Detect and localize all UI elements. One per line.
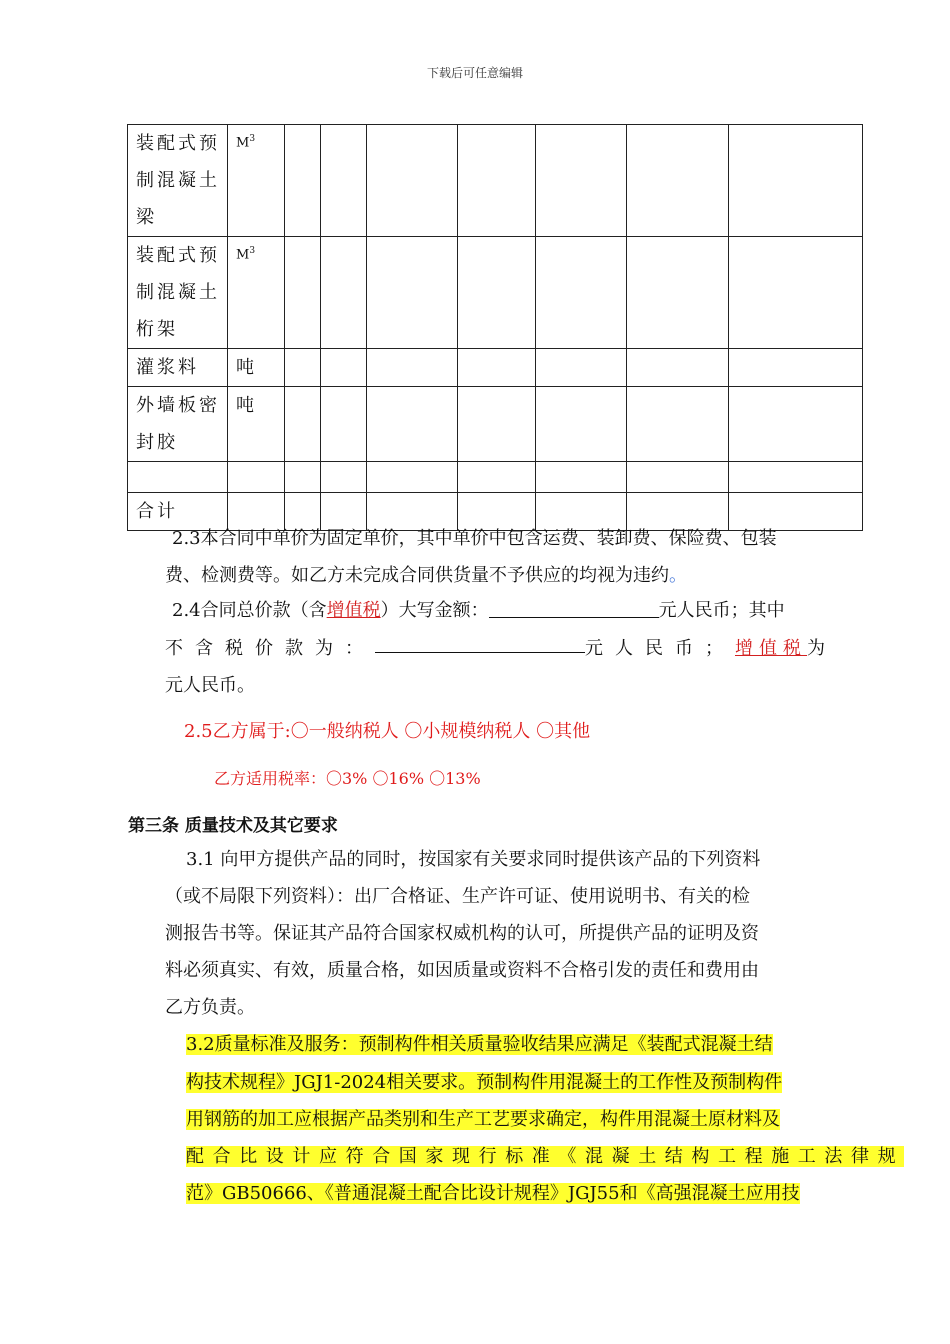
clause-2-4-line1: 2.4合同总价款（含增值税）大写金额： 元人民币；其中	[172, 592, 785, 629]
clause-2-5-taxpayer-type: 2.5乙方属于:〇一般纳税人 〇小规模纳税人 〇其他	[184, 721, 591, 742]
unit-cell: 吨	[228, 387, 285, 462]
item-name-cell: 外墙板密 封胶	[128, 387, 228, 462]
total-label-cell: 合计	[128, 493, 228, 531]
unit-cell: 吨	[228, 349, 285, 387]
table-row	[128, 462, 863, 493]
clause-2-4-line3: 元人民币。	[165, 675, 255, 696]
clause-3-2-line: 构技术规程》JGJ1-2024相关要求。预制构件用混凝土的工作性及预制构件	[186, 1072, 783, 1093]
amount-blank-field[interactable]	[489, 595, 659, 618]
clause-3-1-line: 料必须真实、有效，质量合格，如因质量或资料不合格引发的责任和费用由	[165, 960, 759, 981]
table-row	[128, 125, 863, 237]
clause-2-3-line2: 费、检测费等。如乙方未完成合同供货量不予供应的均视为违约。	[165, 565, 687, 586]
clause-3-2-line: 范》GB50666、《普通混凝土配合比设计规程》JGJ55和《高强混凝土应用技	[186, 1183, 800, 1204]
vat-link[interactable]: 增值税	[326, 600, 381, 621]
item-name-cell: 装配式预 制混凝土 桁架	[128, 237, 228, 349]
items-table	[127, 124, 863, 531]
page-header: 下载后可任意编辑	[426, 66, 523, 80]
clause-2-4-line2: 不含税价款为： 元人民币； 增值税为	[165, 630, 825, 667]
item-name-cell	[128, 462, 228, 493]
unit-cell: $M^3$	[228, 237, 285, 349]
section-3-title: 第三条 质量技术及其它要求	[128, 816, 338, 836]
clause-3-1-line: 3.1 向甲方提供产品的同时，按国家有关要求同时提供该产品的下列资料	[186, 849, 761, 870]
clause-3-1-line: （或不局限下列资料）：出厂合格证、生产许可证、使用说明书、有关的检	[165, 886, 750, 907]
table-row	[128, 387, 863, 462]
clause-3-2-line: 配合比设计应符合国家现行标准《混凝土结构工程施工法律规	[186, 1146, 905, 1167]
unit-cell	[228, 462, 285, 493]
table-row	[128, 349, 863, 387]
clause-2-5-tax-rate: 乙方适用税率：〇3% 〇16% 〇13%	[214, 769, 481, 788]
item-name-cell: 装配式预 制混凝土 梁	[128, 125, 228, 237]
pretax-amount-blank-field[interactable]	[375, 630, 585, 653]
clause-3-2-line: 用钢筋的加工应根据产品类别和生产工艺要求确定，构件用混凝土原材料及	[186, 1109, 780, 1130]
vat-link[interactable]: 增值税	[735, 638, 807, 659]
unit-cell: $M^3$	[228, 125, 285, 237]
clause-3-1-line: 测报告书等。保证其产品符合国家权威机构的认可，所提供产品的证明及资	[165, 923, 759, 944]
item-name-cell: 灌浆料	[128, 349, 228, 387]
table-row	[128, 237, 863, 349]
clause-3-2-line: 3.2质量标准及服务：预制构件相关质量验收结果应满足《装配式混凝土结	[186, 1034, 773, 1055]
clause-3-1-line: 乙方负责。	[165, 997, 255, 1018]
clause-2-3-line1: 2.3本合同中单价为固定单价，其中单价中包含运费、装卸费、保险费、包装	[172, 528, 777, 549]
